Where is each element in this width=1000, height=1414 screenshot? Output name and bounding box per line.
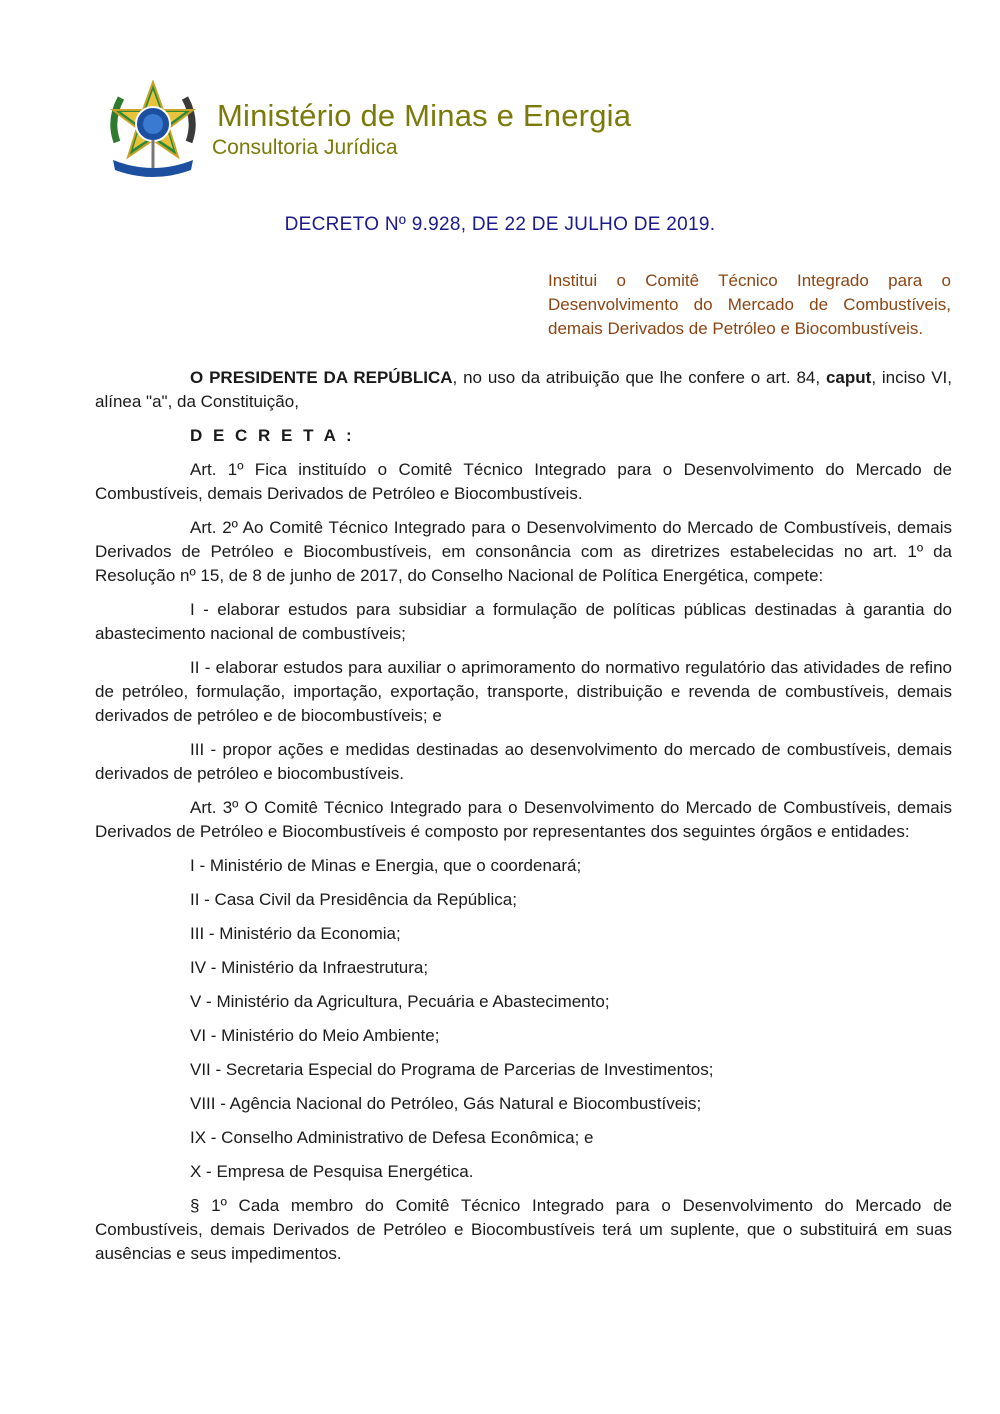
letterhead <box>105 80 705 180</box>
article-3-item: VII - Secretaria Especial do Programa de Parcerias de Investimentos; <box>190 1060 714 1079</box>
article-2-item: I - elaborar estudos para subsidiar a formulação de políticas públicas destinadas à garantia do abastecimento nacional de combustíveis; <box>95 600 952 643</box>
preamble-caput: caput <box>825 368 872 387</box>
decree-summary: Institui o Comitê Técnico Integrado para o Desenvolvimento do Mercado de Combustíveis, demais Derivados de Petróleo e Biocombustíveis. <box>548 271 951 338</box>
article-1: Art. 1º Fica instituído o Comitê Técnico Integrado para o Desenvolvimento do Mercado de Combustíveis, demais Derivados de Petróleo e Biocombustíveis. <box>95 460 952 503</box>
article-2: Art. 2º Ao Comitê Técnico Integrado para o Desenvolvimento do Mercado de Combustíveis, demais Derivados de Petróleo e Biocombustíveis, em consonância com as diretrizes estabelecidas no art. 1º da Resolução nº 15, de 8 de junho de 2017, do Conselho Nacional de Política Energética, compete: <box>95 518 952 585</box>
preamble <box>95 366 952 414</box>
preamble-text-b: , inciso VI, alínea "a", da Constituição, <box>95 368 952 411</box>
article-3-item: II - Casa Civil da Presidência da República; <box>190 890 517 909</box>
article-3-paragraph-1: § 1º Cada membro do Comitê Técnico Integrado para o Desenvolvimento do Mercado de Combustíveis, demais Derivados de Petróleo e Biocombustíveis terá um suplente, que o substituirá em suas ausências e seus impedimentos. <box>95 1196 952 1263</box>
decree-body <box>95 366 952 1276</box>
ministry-name: Ministério de Minas e Energia <box>217 98 632 133</box>
article-2-item: II - elaborar estudos para auxiliar o aprimoramento do normativo regulatório das atividades de refino de petróleo, formulação, importação, exportação, transporte, distribuição e revenda de combustíveis, demais derivados de petróleo e de biocombustíveis; e <box>95 658 952 725</box>
article-2-item: III - propor ações e medidas destinadas ao desenvolvimento do mercado de combustíveis, demais derivados de petróleo e biocombustíveis. <box>95 740 952 783</box>
article-3-item: VI - Ministério do Meio Ambiente; <box>190 1026 440 1045</box>
article-3-item: III - Ministério da Economia; <box>190 924 401 943</box>
office-name: Consultoria Jurídica <box>212 136 398 159</box>
decree-title: DECRETO Nº 9.928, DE 22 DE JULHO DE 2019. <box>284 214 716 235</box>
preamble-subject: O PRESIDENTE DA REPÚBLICA <box>190 368 453 387</box>
article-3-item: IX - Conselho Administrativo de Defesa Econômica; e <box>190 1128 594 1147</box>
article-3: Art. 3º O Comitê Técnico Integrado para o Desenvolvimento do Mercado de Combustíveis, demais Derivados de Petróleo e Biocombustíveis é composto por representantes dos seguintes órgãos e entidades: <box>95 798 952 841</box>
article-3-item: X - Empresa de Pesquisa Energética. <box>190 1162 474 1181</box>
article-3-item: I - Ministério de Minas e Energia, que o coordenará; <box>190 856 582 875</box>
article-3-item: VIII - Agência Nacional do Petróleo, Gás Natural e Biocombustíveis; <box>190 1094 702 1113</box>
preamble-text-a: , no uso da atribuição que lhe confere o art. 84, <box>452 368 826 387</box>
article-3-item: V - Ministério da Agricultura, Pecuária e Abastecimento; <box>190 992 610 1011</box>
decreta-heading: D E C R E T A : <box>190 426 355 445</box>
article-3-item: IV - Ministério da Infraestrutura; <box>190 958 429 977</box>
brazil-coat-of-arms-icon <box>105 80 201 180</box>
